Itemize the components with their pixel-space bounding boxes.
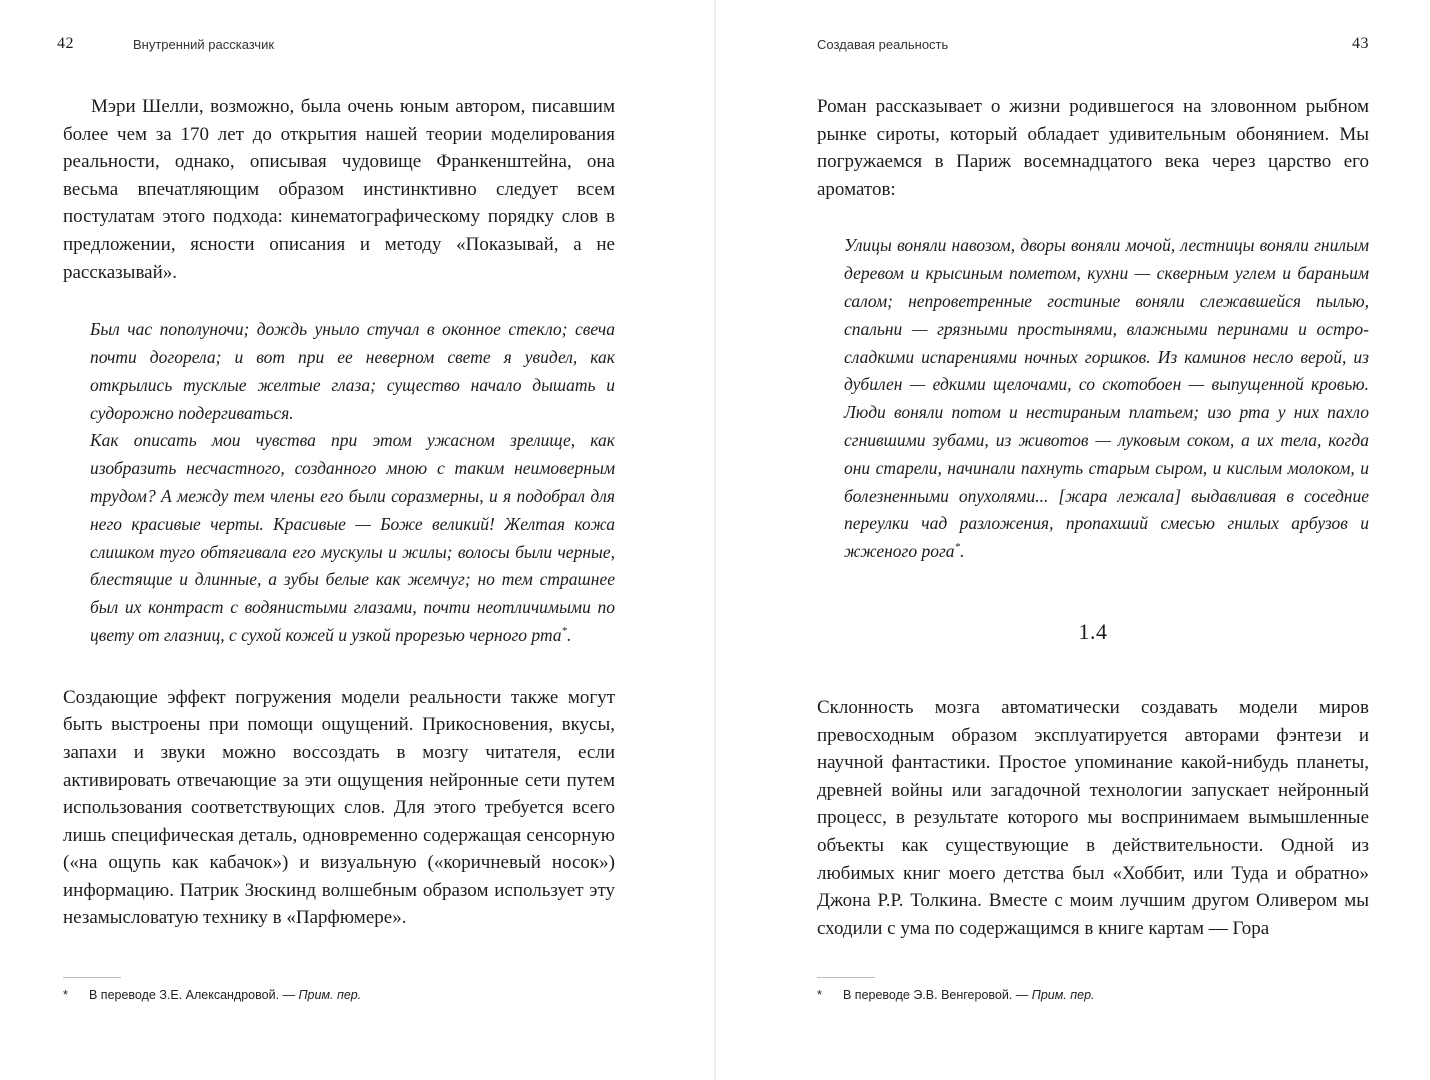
page-number: 42 bbox=[57, 35, 74, 52]
quote-text: Улицы воняли навозом, дворы воняли мочой, лестницы воняли гнилым деревом и крысиным пометом, кухни — скверным углем и бараньим салом; непроветренные гостиные воняли слежавшейся пылью, спальни — грязными простынями, влажными перинами и остро-сладкими испарениями ночных горшков. Из каминов несло верой, из дубилен — едкими щелочами, со скотобоен — выпущенной кровью. Люди воняли потом и нестираным платьем; изо рта у них пахло сгнившими зубами, из животов — луковым соком, а их тела, когда они старели, начинали пахнуть старым сыром, и кислым молоком, и болезненными опухолями... [жара лежала] выдавливая в соседние переулки чад разложения, пропахший смесью гнилых арбузов и жженого рога bbox=[844, 235, 1369, 562]
right-page-header bbox=[817, 35, 1369, 57]
footnote-mark: * bbox=[817, 988, 822, 1002]
left-page bbox=[57, 0, 615, 1080]
body-paragraph: Роман рассказывает о жизни родившегося на зловонном рыбном рынке сироты, который обладает удивительным обонянием. Мы погружаемся в Париж восемнадцатого века через царство его ароматов: bbox=[817, 96, 1369, 200]
footnote-text: В переводе Э.В. Венгеровой. — bbox=[843, 988, 1032, 1002]
running-head: Создавая реальность bbox=[817, 37, 949, 52]
footnote-mark: * bbox=[63, 988, 68, 1002]
footnote bbox=[63, 988, 615, 1002]
left-page-body bbox=[63, 93, 615, 932]
footnote-divider bbox=[63, 977, 121, 978]
block-quote bbox=[817, 232, 1369, 566]
quote-end: . bbox=[567, 624, 572, 645]
footnote bbox=[817, 988, 1369, 1002]
footnote-abbr: Прим. пер. bbox=[1031, 988, 1095, 1002]
right-page bbox=[817, 0, 1369, 1080]
footnote-reference: * bbox=[561, 625, 568, 638]
right-page-body bbox=[817, 93, 1369, 942]
section-heading: 1.4 bbox=[1078, 618, 1108, 644]
page-number: 43 bbox=[1352, 35, 1369, 52]
body-paragraph: Склонность мозга автоматически создавать модели миров превосходным образом эксплуатируется авторами фэнтези и научной фантастики. Простое упоминание какой-нибудь планеты, древней войны или загадочной технологии запускает нейронный процесс, в результате которого мы воспринимаем вымышленные объекты как существующие в действительности. Одной из любимых книг моего детства был «Хоббит, или Туда и обратно» Джона Р.Р. Толкина. Вместе с моим лучшим другом Оливером мы сходили с ума по содержащимся в книге картам — Гора bbox=[817, 696, 1369, 939]
block-quote bbox=[63, 316, 615, 650]
footnote-text: В переводе З.Е. Александровой. — bbox=[89, 988, 299, 1002]
footnote-abbr: Прим. пер. bbox=[298, 988, 362, 1002]
quote-paragraph: Был час пополуночи; дождь уныло стучал в оконное стекло; свеча почти догорела; и вот при ее неверном свете я увидел, как открылись тусклые желтые глаза; существо начало дышать и судорожно подергиваться. bbox=[90, 319, 615, 423]
quote-paragraph bbox=[844, 232, 1369, 566]
running-head: Внутренний рассказчик bbox=[133, 37, 275, 52]
body-paragraph: Создающие эффект погружения модели реальности также могут быть выстроены при помощи ощущений. Прикосновения, вкусы, запахи и звуки можно воссоздать в мозгу читателя, если активировать отвечающие за эти ощущения нейронные сети путем использования соответствующих слов. Для этого требуется всего лишь специфическая деталь, одновременно содержащая сенсорную («на ощупь как кабачок») и визуальную («коричневый носок») информацию. Патрик Зюскинд волшебным образом использует эту незамысловатую технику в «Парфюмере». bbox=[63, 686, 615, 929]
book-gutter bbox=[714, 0, 716, 1080]
footnote-divider bbox=[817, 977, 875, 978]
quote-end: . bbox=[960, 541, 965, 562]
left-page-header bbox=[57, 35, 615, 57]
quote-paragraph bbox=[90, 427, 615, 649]
body-paragraph: Мэри Шелли, возможно, была очень юным автором, писавшим более чем за 170 лет до открытия нашей теории моделирования реальности, однако, описывая чудовище Франкенштейна, она весьма впечатляющим образом инстинктивно следует всем постулатам этого подхода: кинематографическому порядку слов в предложении, ясности описания и методу «Показывай, а не рассказывай». bbox=[63, 96, 615, 283]
quote-text: Как описать мои чувства при этом ужасном зрелище, как изобразить несчастного, созданного мною с таким неимоверным трудом? А между тем члены его были соразмерны, и я подобрал для него красивые черты. Красивые — Боже великий! Желтая кожа слишком туго обтягивала его мускулы и жилы; волосы были черные, блестящие и длинные, а зубы белые как жемчуг; но тем страшнее был их контраст с водянистыми глазами, почти неотличимыми по цвету от глазниц, с сухой кожей и узкой прорезью черного рта bbox=[90, 430, 615, 645]
footnote-reference: * bbox=[954, 541, 961, 554]
